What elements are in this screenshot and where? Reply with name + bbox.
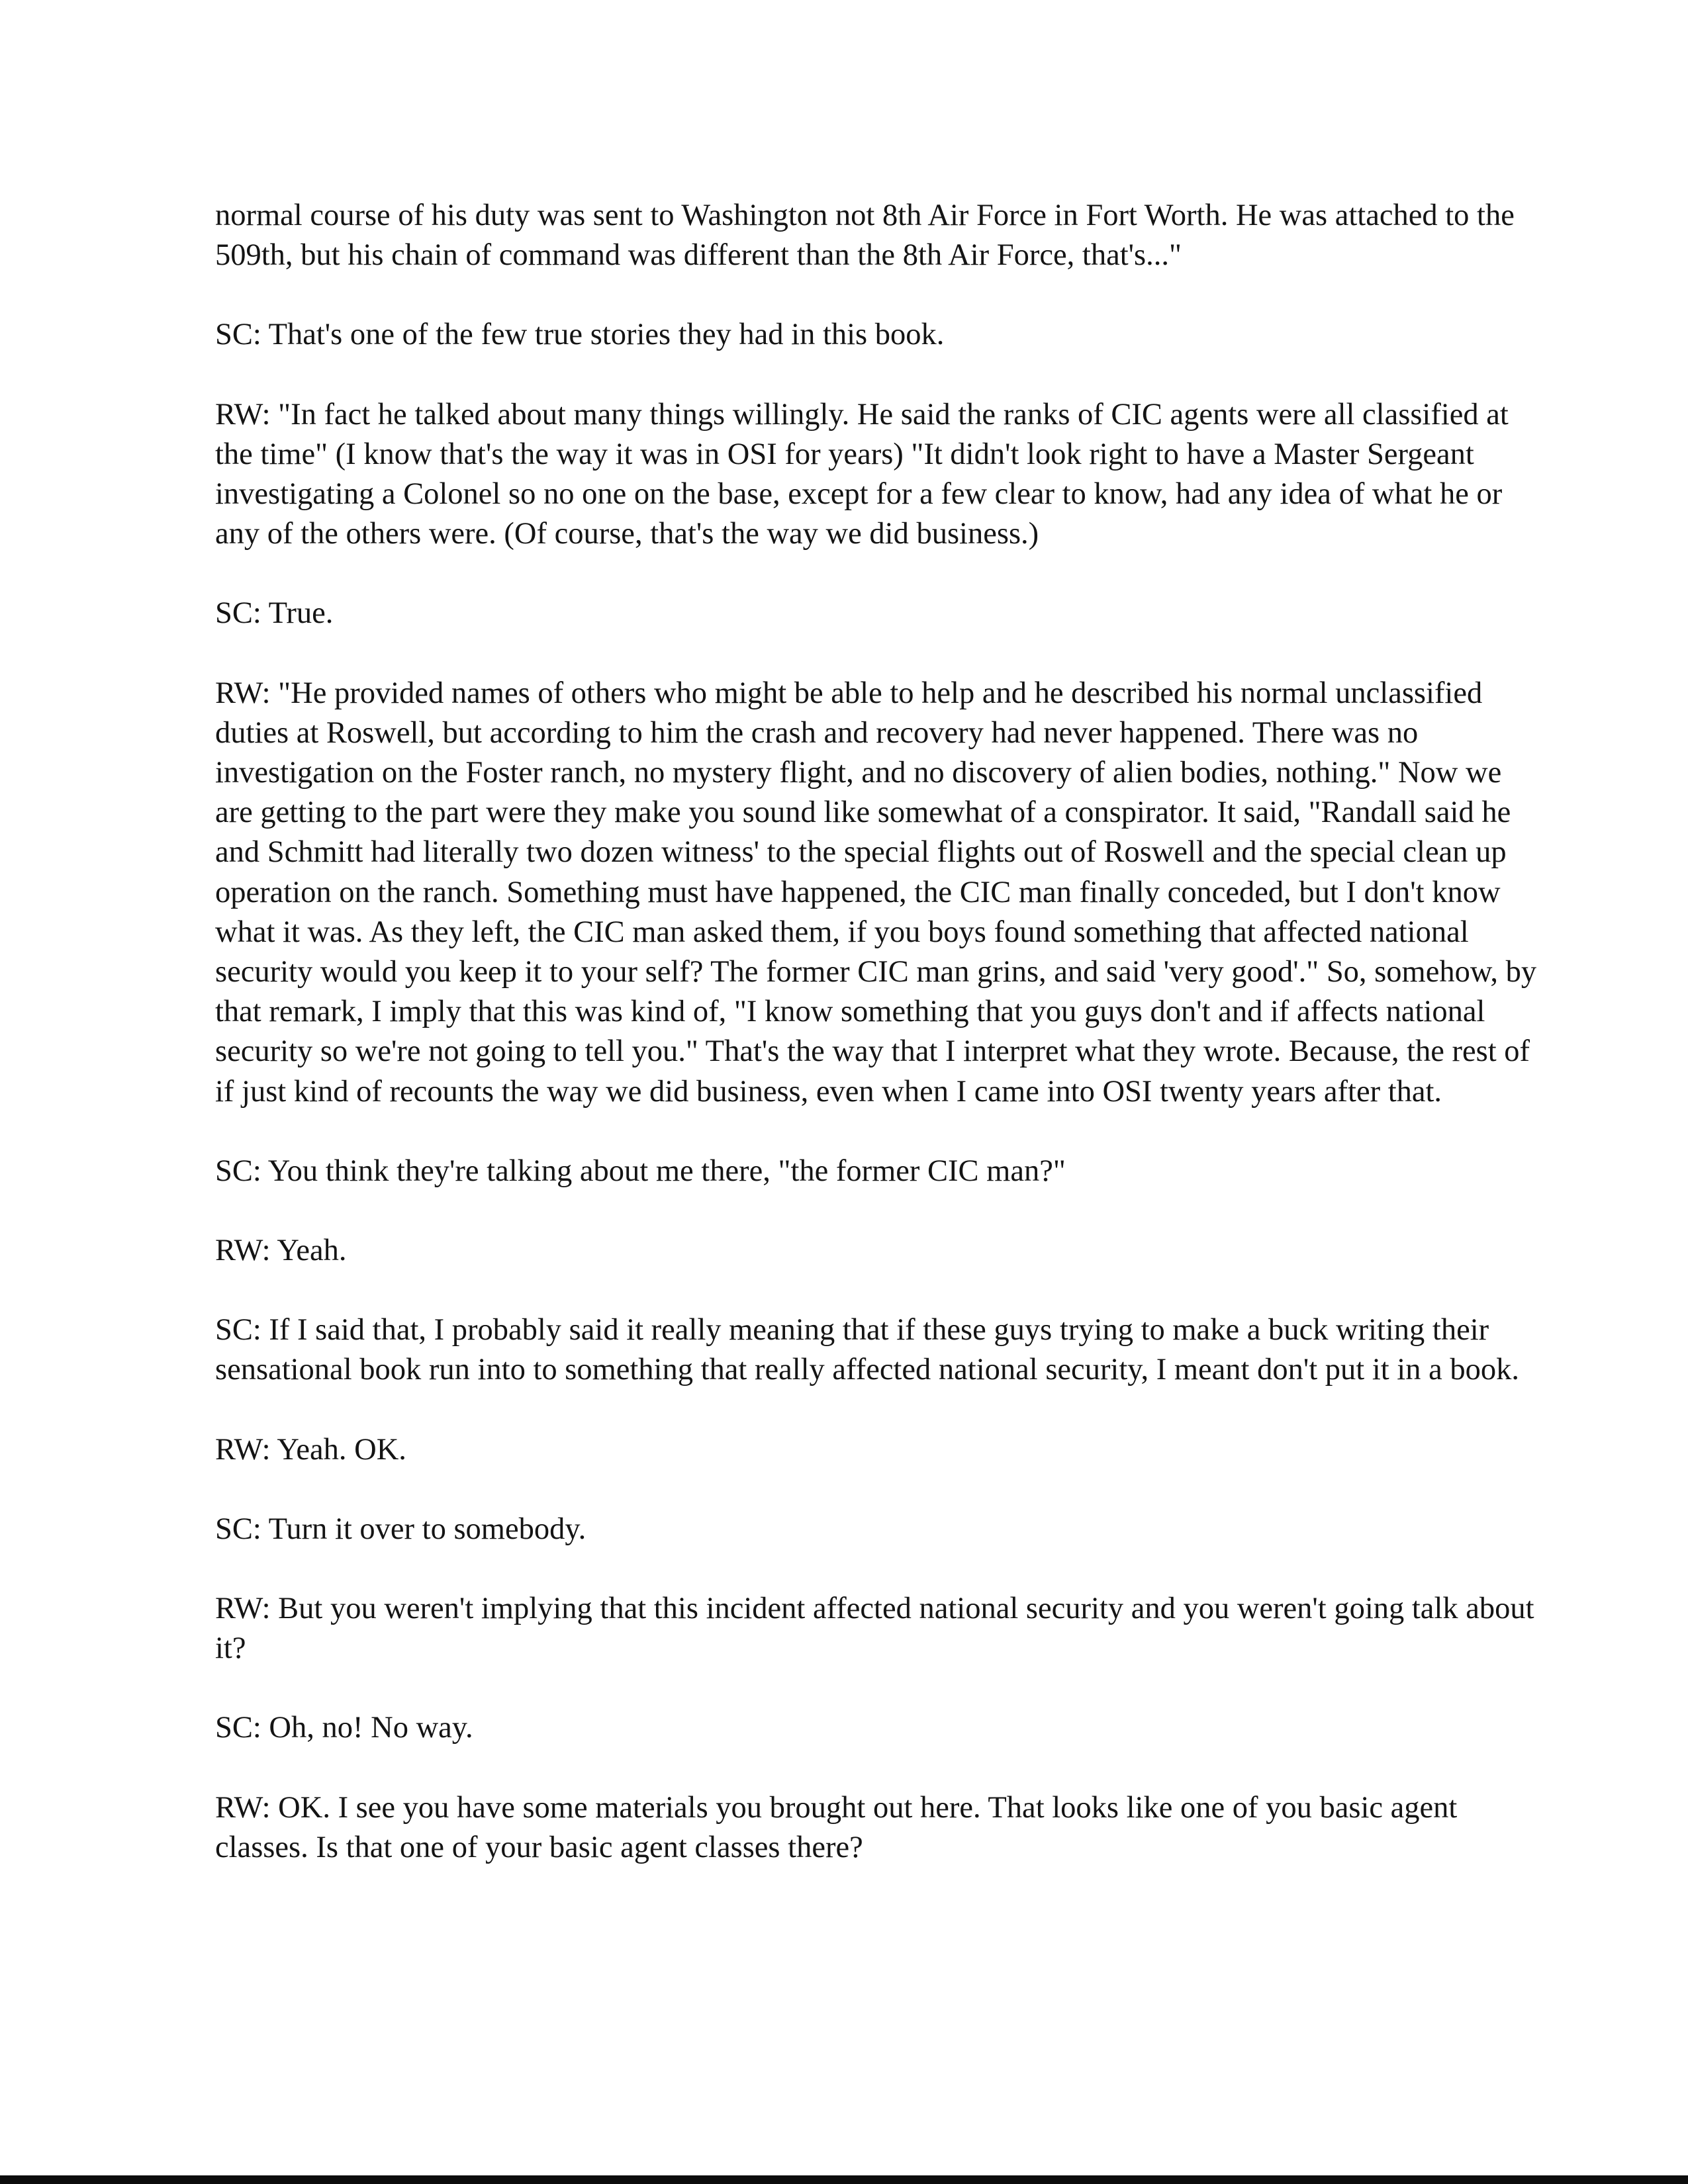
transcript-paragraph: SC: True. xyxy=(215,596,334,631)
transcript-paragraph: SC: You think they're talking about me there, "the former CIC man?" xyxy=(215,1154,1066,1188)
transcript-paragraph: SC: If I said that, I probably said it really meaning that if these guys trying to make a buck writing their sensational book run into to something that really affected national security, I meant don't put it in a book. xyxy=(215,1313,1519,1387)
transcript-paragraph: RW: "In fact he talked about many things willingly. He said the ranks of CIC agents were all classified at the time" (I know that's the way it was in OSI for years) "It didn't look right to have a Master Sergeant investigating a Colonel so no one on the base, except for a few clear to know, had any idea of what he or any of the others were. (Of course, that's the way we did business.) xyxy=(215,397,1509,551)
transcript-paragraph: RW: But you weren't implying that this incident affected national security and you weren't going talk about it? xyxy=(215,1592,1534,1666)
transcript-paragraph: RW: Yeah. OK. xyxy=(215,1432,406,1467)
transcript-paragraph: RW: "He provided names of others who might be able to help and he described his normal unclassified duties at Roswell, but according to him the crash and recovery had never happened. There was no investigation on the Foster ranch, no mystery flight, and no discovery of alien bodies, nothing." Now we are getting to the part were they make you sound like somewhat of a conspirator. It said, "Randall said he and Schmitt had literally two dozen witness' to the special flights out of Roswell and the special clean up operation on the ranch. Something must have happened, the CIC man finally conceded, but I don't know what it was. As they left, the CIC man asked them, if you boys found something that affected national security would you keep it to your self? The former CIC man grins, and said 'very good'." So, somehow, by that remark, I imply that this was kind of, "I know something that you guys don't and if affects national security so we're not going to tell you." That's the way that I interpret what they wrote. Because, the rest of if just kind of recounts the way we did business, even when I came into OSI twenty years after that. xyxy=(215,676,1537,1109)
transcript-body xyxy=(215,196,1539,1907)
transcript-paragraph: normal course of his duty was sent to Washington not 8th Air Force in Fort Worth. He was attached to the 509th, but his chain of command was different than the 8th Air Force, that's..." xyxy=(215,199,1515,273)
transcript-paragraph: SC: Turn it over to somebody. xyxy=(215,1512,586,1546)
scan-bottom-edge xyxy=(0,2175,1688,2184)
transcript-paragraph: RW: OK. I see you have some materials you brought out here. That looks like one of you basic agent classes. Is that one of your basic agent classes there? xyxy=(215,1790,1458,1864)
transcript-paragraph: RW: Yeah. xyxy=(215,1234,347,1268)
transcript-paragraph: SC: Oh, no! No way. xyxy=(215,1711,473,1745)
transcript-paragraph: SC: That's one of the few true stories they had in this book. xyxy=(215,318,945,352)
